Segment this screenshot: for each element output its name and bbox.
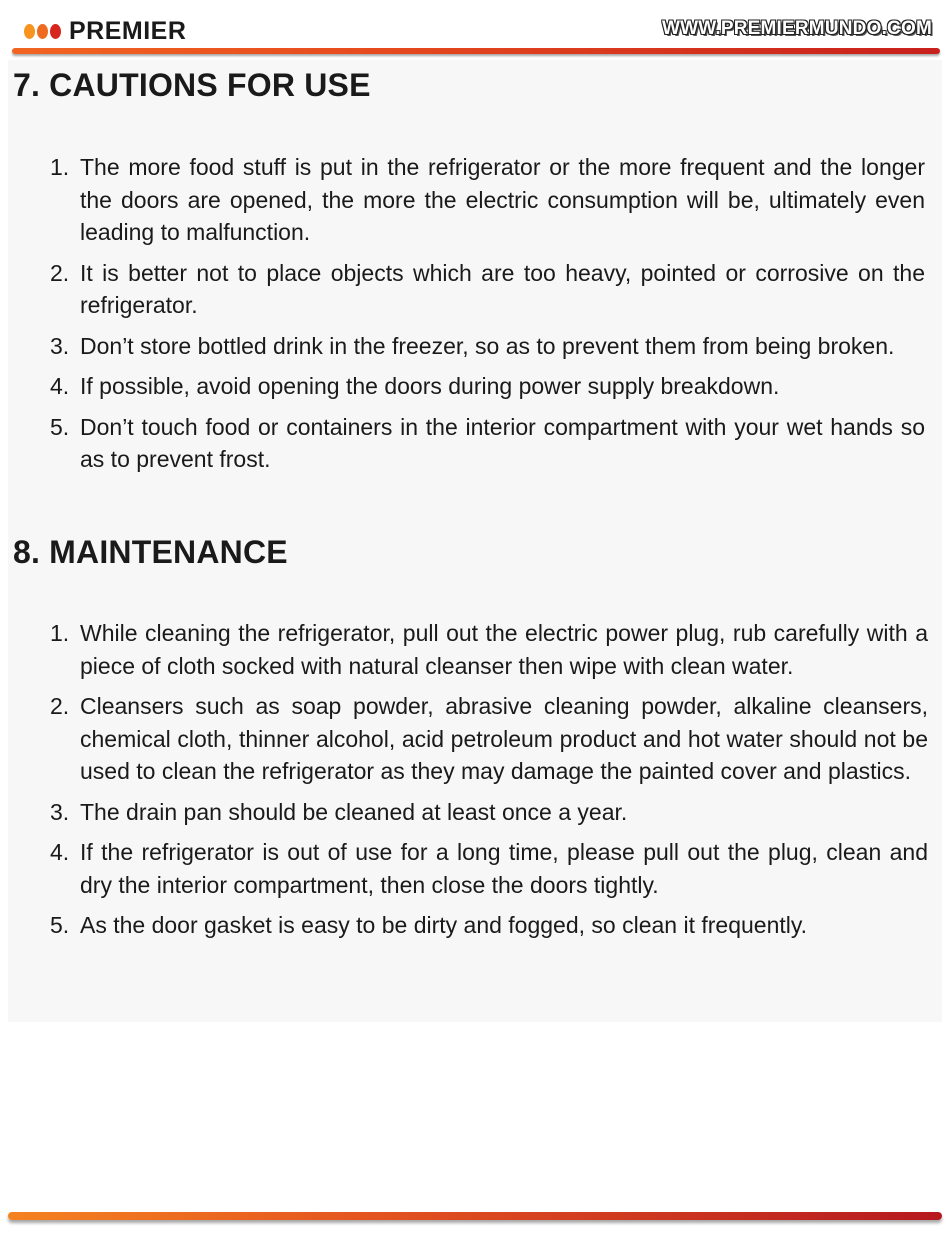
list-item — [50, 836, 928, 901]
logo-dot-icon — [50, 24, 61, 39]
list-item — [50, 411, 925, 476]
footer-divider — [8, 1212, 942, 1220]
list-item — [50, 257, 925, 322]
brand-name: PREMIER — [69, 16, 187, 45]
item-text: If the refrigerator is out of use for a long time, please pull out the plug, clean and dry the interior compartment, then close the doors tightly. — [80, 839, 928, 898]
list-item — [50, 690, 928, 788]
section-title-cautions: 7. CAUTIONS FOR USE — [13, 67, 371, 103]
header-divider — [12, 48, 940, 54]
item-text: The more food stuff is put in the refrigerator or the more frequent and the longer the doors are opened, the more the electric consumption will be, ultimately even leading to malfunction. — [80, 154, 925, 245]
list-item — [50, 796, 928, 829]
logo-dot-icon — [37, 24, 48, 39]
list-item — [50, 370, 925, 403]
item-text: Don’t touch food or containers in the interior compartment with your wet hands so as to prevent frost. — [80, 413, 925, 472]
item-number: 2. — [50, 693, 70, 719]
item-number: 4. — [50, 373, 70, 399]
cautions-list — [50, 151, 925, 484]
section-title-maintenance: 8. MAINTENANCE — [13, 534, 288, 570]
list-item — [50, 330, 925, 363]
item-text: Don’t store bottled drink in the freezer, so as to prevent them from being broken. — [80, 332, 895, 359]
list-item — [50, 909, 928, 942]
item-number: 5. — [50, 912, 70, 938]
item-number: 1. — [50, 620, 70, 646]
logo-dot-icon — [24, 24, 35, 39]
item-text: Cleansers such as soap powder, abrasive cleaning powder, alkaline cleansers, chemical cloth, thinner alcohol, acid petroleum product and hot water should not be used to clean the refrigerator as they may damage the painted cover and plastics. — [80, 693, 928, 784]
premier-logo — [24, 16, 186, 46]
item-number: 5. — [50, 413, 70, 440]
item-number: 4. — [50, 839, 70, 865]
item-number: 3. — [50, 798, 70, 825]
website-url: WWW.PREMIERMUNDO.COM — [662, 18, 932, 39]
item-number: 3. — [50, 332, 70, 359]
item-text: As the door gasket is easy to be dirty and fogged, so clean it frequently. — [80, 912, 808, 938]
item-number: 1. — [50, 154, 70, 180]
item-text: While cleaning the refrigerator, pull out the electric power plug, rub carefully with a piece of cloth socked with natural cleanser then wipe with clean water. — [80, 620, 928, 679]
item-text: The drain pan should be cleaned at least once a year. — [80, 798, 628, 825]
maintenance-list — [50, 617, 928, 950]
list-item — [50, 151, 925, 249]
list-item — [50, 617, 928, 682]
item-text: If possible, avoid opening the doors during power supply breakdown. — [80, 373, 780, 399]
page-header — [0, 0, 950, 58]
item-text: It is better not to place objects which are too heavy, pointed or corrosive on the refrigerator. — [80, 259, 925, 318]
item-number: 2. — [50, 259, 70, 286]
